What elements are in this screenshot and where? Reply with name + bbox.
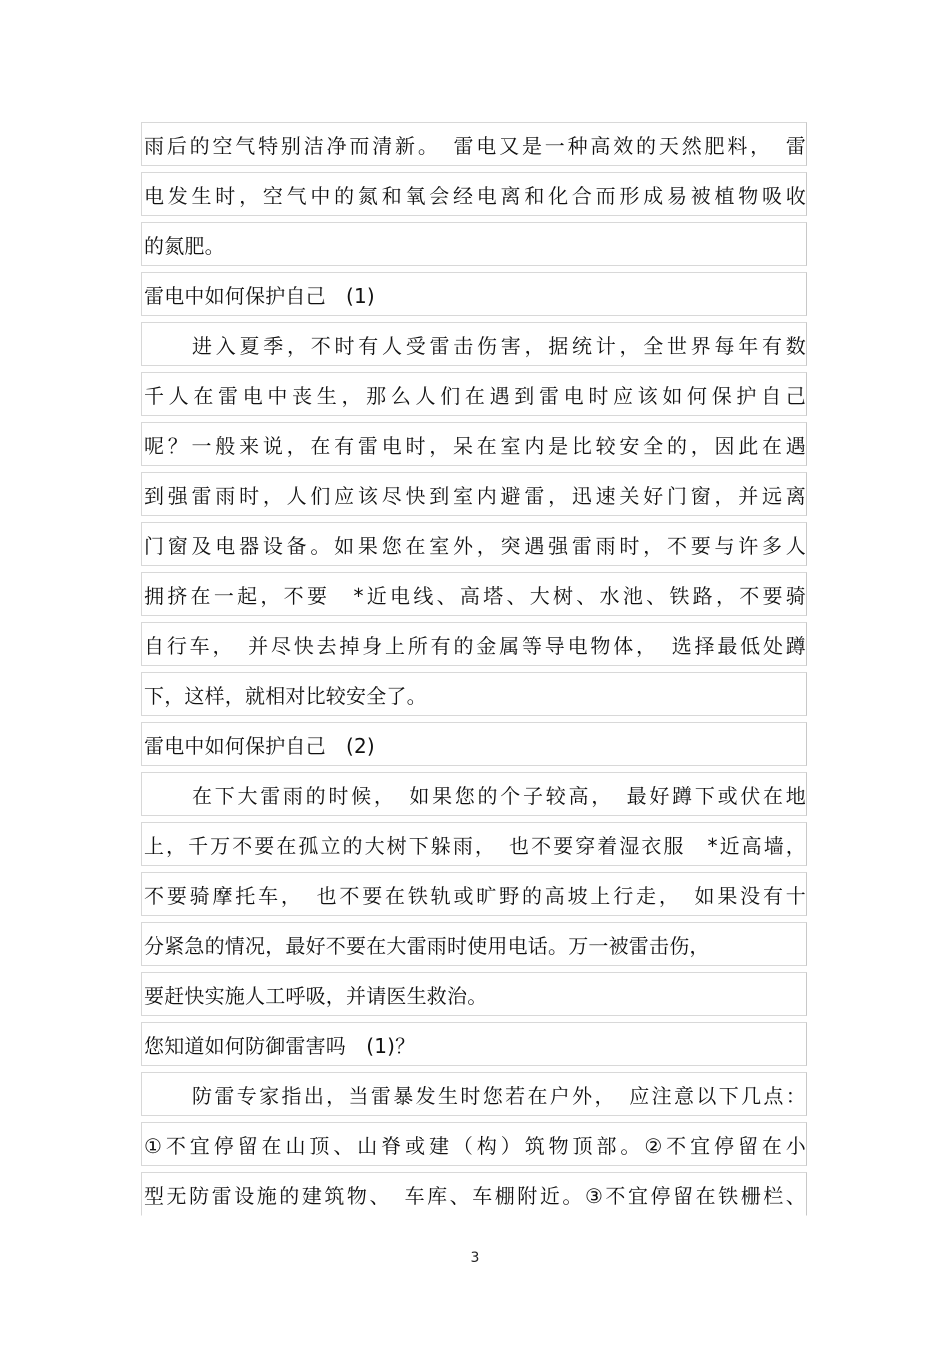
section-heading: [141, 272, 807, 316]
line-text: 分紧急的情况，最好不要在大雷雨时使用电话。万一被雷击伤，: [144, 933, 710, 958]
text-line: [141, 522, 807, 566]
heading-text: 雷电中如何保护自己 (1): [144, 283, 375, 308]
text-line: [141, 222, 807, 266]
heading-text: 您知道如何防御雷害吗 (1)？: [144, 1033, 416, 1058]
line-text: 自行车， 并尽快去掉身上所有的金属等导电物体， 选择最低处蹲: [144, 633, 806, 658]
text-line: [141, 622, 807, 666]
line-text: 的氮肥。: [144, 233, 225, 258]
line-text: 下，这样，就相对比较安全了。: [144, 683, 427, 708]
line-text: 要赶快实施人工呼吸，并请医生救治。: [144, 983, 488, 1008]
text-line: [141, 322, 807, 366]
heading-text: 雷电中如何保护自己 (2): [144, 733, 375, 758]
line-text: 电发生时，空气中的氮和氧会经电离和化合而形成易被植物吸收: [144, 183, 806, 208]
line-text: 进入夏季，不时有人受雷击伤害，据统计，全世界每年有数: [192, 333, 806, 358]
text-line: [141, 1122, 807, 1166]
text-line: [141, 922, 807, 966]
line-text: 在下大雷雨的时候， 如果您的个子较高， 最好蹲下或伏在地: [192, 783, 806, 808]
body-text: [141, 122, 807, 1222]
text-line: [141, 772, 807, 816]
text-line: [141, 872, 807, 916]
line-text: 不要骑摩托车， 也不要在铁轨或旷野的高坡上行走， 如果没有十: [144, 883, 806, 908]
text-line: [141, 972, 807, 1016]
page-number: 3: [470, 1250, 480, 1266]
section-heading: [141, 1022, 807, 1066]
text-line: [141, 1072, 807, 1116]
line-text: 呢？一般来说，在有雷电时，呆在室内是比较安全的，因此在遇: [144, 433, 806, 458]
line-text: 门窗及电器设备。如果您在室外，突遇强雷雨时，不要与许多人: [144, 533, 806, 558]
text-line: [141, 472, 807, 516]
text-line: [141, 1172, 807, 1216]
text-line: [141, 822, 807, 866]
line-text: 雨后的空气特别洁净而清新。 雷电又是一种高效的天然肥料， 雷: [144, 133, 806, 158]
line-text: 到强雷雨时，人们应该尽快到室内避雷，迅速关好门窗，并远离: [144, 483, 806, 508]
text-line: [141, 372, 807, 416]
text-line: [141, 172, 807, 216]
text-line: [141, 122, 807, 166]
text-line: [141, 672, 807, 716]
line-text: 千人在雷电中丧生，那么人们在遇到雷电时应该如何保护自己: [144, 383, 806, 408]
line-text: ①不宜停留在山顶、山脊或建（构）筑物顶部。②不宜停留在小: [144, 1133, 806, 1158]
text-line: [141, 422, 807, 466]
line-text: 防雷专家指出，当雷暴发生时您若在户外， 应注意以下几点：: [192, 1083, 806, 1108]
line-text: 上，千万不要在孤立的大树下躲雨， 也不要穿着湿衣服 *近高墙，: [144, 833, 806, 858]
text-line: [141, 572, 807, 616]
line-text: 拥挤在一起，不要 *近电线、高塔、大树、水池、铁路，不要骑: [144, 583, 806, 608]
section-heading: [141, 722, 807, 766]
line-text: 型无防雷设施的建筑物、 车库、车棚附近。③不宜停留在铁栅栏、: [144, 1183, 806, 1208]
